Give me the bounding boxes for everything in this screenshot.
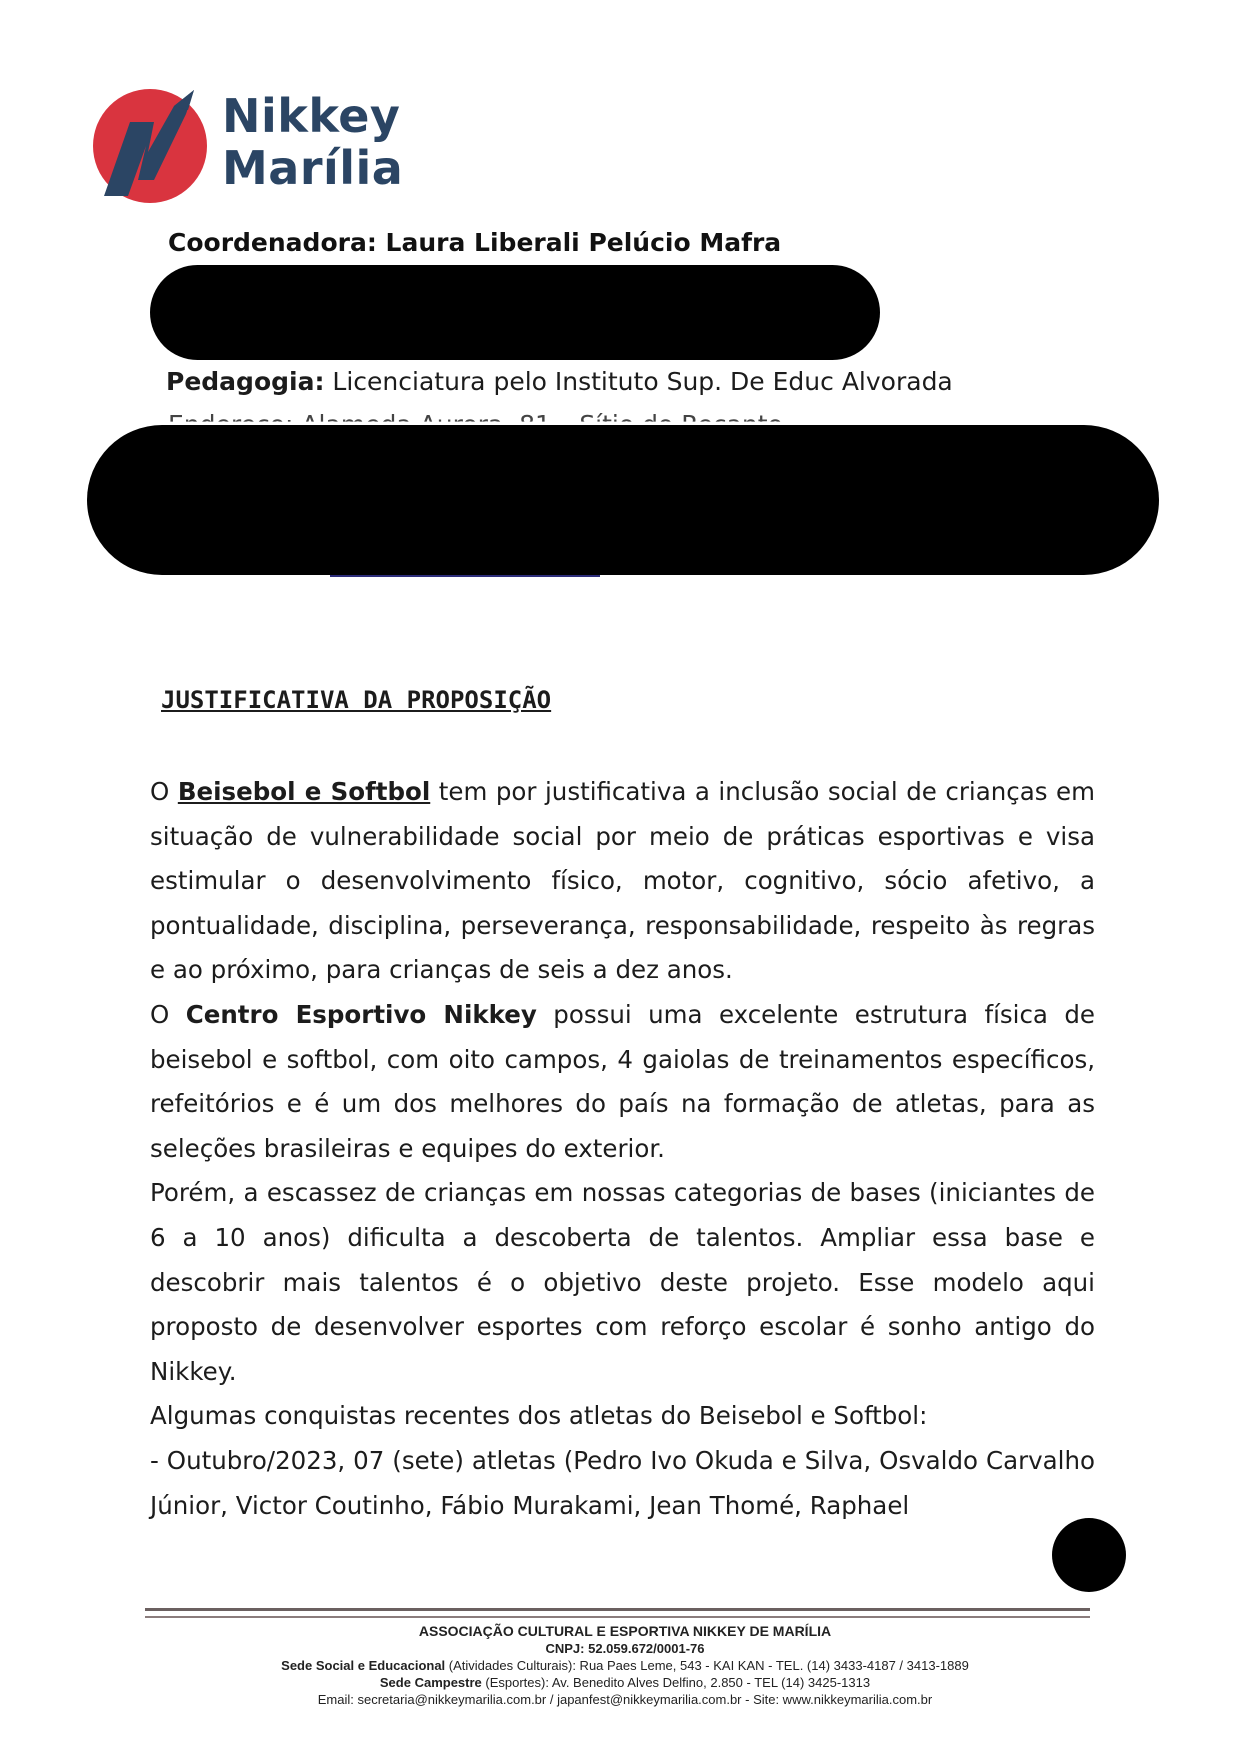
section-heading: JUSTIFICATIVA DA PROPOSIÇÃO	[161, 686, 552, 714]
footer-cnpj: CNPJ: 52.059.672/0001-76	[545, 1641, 705, 1656]
paragraph-4: Algumas conquistas recentes dos atletas do Beisebol e Softbol:	[150, 1401, 928, 1431]
pedagogy-label: Pedagogia:	[166, 367, 325, 396]
logo-emblem-icon	[90, 84, 215, 209]
footer-divider	[145, 1608, 1090, 1618]
pedagogy-line	[166, 367, 953, 396]
coordinator-line	[168, 228, 781, 257]
logo-line-1: Nikkey	[222, 89, 401, 143]
footer-sede-social	[150, 1657, 1100, 1674]
footer-sede-campestre	[150, 1674, 1100, 1691]
footer-title: ASSOCIAÇÃO CULTURAL E ESPORTIVA NIKKEY DE MARÍLIA	[418, 1623, 832, 1639]
logo-text	[222, 90, 403, 194]
coordinator-name: Laura Liberali Pelúcio Mafra	[385, 228, 782, 257]
footer-sede-social-text: (Atividades Culturais): Rua Paes Leme, 543 - KAI KAN - TEL. (14) 3433-4187 / 3413-1889	[445, 1658, 969, 1673]
paragraph-2-text: possui uma excelente estrutura física de beisebol e softbol, com oito campos, 4 gaiolas de treinamentos específicos, refeitórios e é um dos melhores do país na formação de atletas, para as seleções brasileiras e equipes do exterior.	[150, 999, 1096, 1163]
logo-line-2: Marília	[222, 141, 404, 195]
redaction-dot	[1052, 1518, 1126, 1592]
nikkey-marilia-logo	[90, 80, 430, 215]
program-name: Beisebol e Softbol	[177, 777, 431, 806]
footer-sede-campestre-text: (Esportes): Av. Benedito Alves Delfino, 2.850 - TEL (14) 3425-1313	[481, 1675, 871, 1690]
footer-contact: Email: secretaria@nikkeymarilia.com.br / japanfest@nikkeymarilia.com.br - Site: www.nikkeymarilia.com.br	[317, 1692, 933, 1707]
paragraph-1: O Beisebol e Softbol tem por justificativa a inclusão social de crianças em situação de vulnerabilidade social por meio de práticas esportivas e visa estimular o desenvolvimento físico, motor, cognitivo, sócio afetivo, a pontualidade, disciplina, perseverança, responsabilidade, respeito às regras e ao próximo, para crianças de seis a dez anos.	[150, 777, 1095, 985]
paragraph-3: Porém, a escassez de crianças em nossas categorias de bases (iniciantes de 6 a 10 anos) dificulta a descoberta de talentos. Ampliar essa base e descobrir mais talentos é o objetivo deste projeto. Esse modelo aqui proposto de desenvolver esportes com reforço escolar é sonho antigo do Nikkey.	[150, 1178, 1095, 1386]
paragraph-5: - Outubro/2023, 07 (sete) atletas (Pedro Ivo Okuda e Silva, Osvaldo Carvalho Júnior, Victor Coutinho, Fábio Murakami, Jean Thomé, Raphael	[150, 1445, 1095, 1520]
center-name: Centro Esportivo Nikkey	[185, 999, 537, 1029]
pedagogy-value: Licenciatura pelo Instituto Sup. De Educ Alvorada	[332, 367, 953, 396]
coordinator-label: Coordenadora:	[168, 228, 377, 257]
footer-sede-campestre-label: Sede Campestre	[379, 1675, 482, 1690]
footer-sede-social-label: Sede Social e Educacional	[281, 1658, 446, 1673]
paragraph-2: O Centro Esportivo Nikkey possui uma excelente estrutura física de beisebol e softbol, com oito campos, 4 gaiolas de treinamentos específicos, refeitórios e é um dos melhores do país na formação de atletas, para as seleções brasileiras e equipes do exterior.	[150, 999, 1096, 1163]
justification-body	[150, 770, 1095, 1528]
redaction-block-1	[150, 265, 880, 360]
paragraph-1-text: tem por justificativa a inclusão social de crianças em situação de vulnerabilidade social por meio de práticas esportivas e visa estimular o desenvolvimento físico, motor, cognitivo, sócio afetivo, a pontualidade, disciplina, perseverança, responsabilidade, respeito às regras e ao próximo, para crianças de seis a dez anos.	[150, 777, 1095, 985]
footer	[150, 1623, 1100, 1708]
redaction-block-2	[87, 425, 1159, 575]
